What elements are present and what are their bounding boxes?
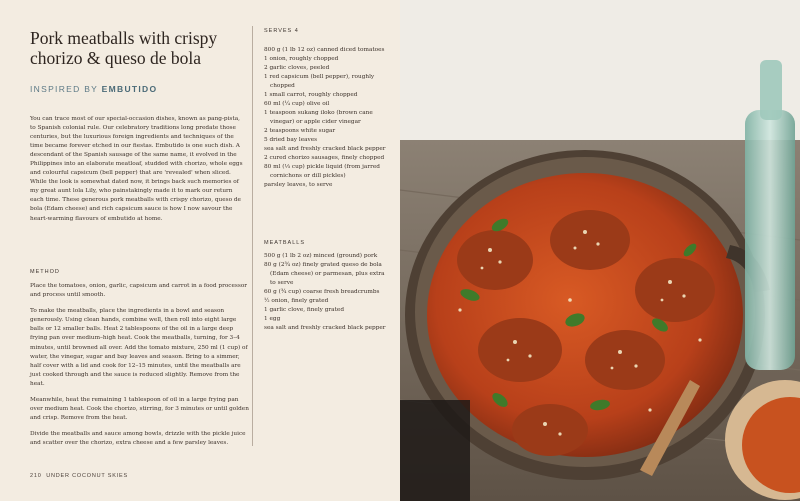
meatballs-heading: MEATBALLS — [264, 240, 305, 246]
intro-paragraph — [30, 115, 245, 224]
ingredient-item: 1 red capsicum (bell pepper), roughly chopped — [264, 74, 375, 89]
serves-heading: SERVES 4 — [264, 28, 299, 34]
method-step: Divide the meatballs and sauce among bowls, drizzle with the pickle juice and scatter over the chorizo, extra cheese and a few parsley leaves. — [30, 431, 246, 447]
dark-glass — [400, 400, 470, 501]
ingredient-item: sea salt and freshly cracked black pepper — [264, 146, 386, 152]
ingredient-item: 1 teaspoon sukang iloko (brown cane vinegar) or apple cider vinegar — [264, 110, 373, 125]
ingredient-item: 1 garlic clove, finely grated — [264, 307, 345, 313]
ingredient-item: ½ onion, finely grated — [264, 298, 329, 304]
method-step: To make the meatballs, place the ingredients in a bowl and season generously. Using clean hands, combine well, then roll into eight large balls or 12 smaller balls. Heat 2 tablespoons of the oil in a large deep frying pan over medium–high heat. Cook the meatballs, turning, for 3–4 minutes, until browned all over. Add the tomato mixture, 250 ml (1 cup) of water, the vinegar, sugar and bay leaves and season. Bring to a simmer, half cover with a lid and cook for 12–15 minutes, until the meatballs are just cooked through and the sauce is reduced slightly. Remove from the heat. — [30, 308, 248, 387]
method-steps — [30, 282, 250, 456]
ingredient-item: 1 small carrot, roughly chopped — [264, 92, 358, 98]
ingredient-item: 800 g (1 lb 12 oz) canned diced tomatoes — [264, 47, 385, 53]
inspired-by-prefix: INSPIRED BY — [30, 84, 98, 94]
food-photo — [400, 0, 800, 501]
ingredient-item: 1 onion, roughly chopped — [264, 56, 339, 62]
ingredient-item: 5 dried bay leaves — [264, 137, 318, 143]
method-heading: METHOD — [30, 269, 60, 275]
inspired-by-dish: EMBUTIDO — [101, 84, 158, 94]
column-divider — [252, 26, 253, 446]
ingredient-item: 60 ml (¼ cup) olive oil — [264, 101, 330, 107]
ingredient-list — [264, 46, 392, 190]
ingredient-item: 500 g (1 lb 2 oz) minced (ground) pork — [264, 253, 378, 259]
page-footer — [30, 473, 128, 479]
recipe-title-line-2: chorizo & queso de bola — [30, 48, 202, 68]
book-title: UNDER COCONUT SKIES — [46, 473, 128, 479]
method-step: Place the tomatoes, onion, garlic, capsicum and carrot in a food processor and process until smooth. — [30, 283, 248, 299]
glass-bottle — [745, 110, 795, 370]
ingredient-item: 80 g (2¾ oz) finely grated queso de bola (Edam cheese) or parmesan, plus extra to serve — [264, 262, 385, 286]
meatball-ingredient-list — [264, 252, 392, 333]
intro-text: You can trace most of our special-occasion dishes, known as pang-pista, to Spanish colonial rule. Our celebratory traditions long predate those centuries, but the luxurious foreign ingredients and techniques of the time became forever etched in our fiestas. Embutido is one such dish. A descendant of the Spanish sausage of the same name, it evolved in the Philippines into an elaborate meatloaf, studded with chorizo, whole eggs and colourful capsicum (bell pepper) that are 'revealed' when sliced. While the look is somewhat dated now, it brings back such memories of my great aunt lola Lily, who painstakingly made it to mark our return each time. These generous pork meatballs with crispy chorizo, queso de bola (Edam cheese) and rich capsicum sauce is how I now savour the heart-warming flavours of embutido at home. — [30, 116, 243, 222]
ingredient-item: sea salt and freshly cracked black pepper — [264, 325, 386, 331]
ingredient-item: 2 cured chorizo sausages, finely chopped — [264, 155, 385, 161]
recipe-title — [30, 28, 240, 68]
method-step: Meanwhile, heat the remaining 1 tablespoon of oil in a large frying pan over medium heat. Cook the chorizo, stirring, for 3 minutes or until golden and crisp. Remove from the heat. — [30, 397, 249, 422]
page-number: 210 — [30, 473, 42, 479]
ingredient-item: 2 garlic cloves, peeled — [264, 65, 330, 71]
ingredient-item: 2 teaspoons white sugar — [264, 128, 336, 134]
ingredient-item: parsley leaves, to serve — [264, 182, 333, 188]
ingredient-item: 60 g (¾ cup) coarse fresh breadcrumbs — [264, 289, 380, 295]
food-photo-illustration — [400, 0, 800, 501]
recipe-title-line-1: Pork meatballs with crispy — [30, 28, 218, 48]
inspired-by-label — [30, 84, 157, 94]
ingredient-item: 1 egg — [264, 316, 281, 322]
ingredient-item: 80 ml (⅓ cup) pickle liquid (from jarred cornichons or dill pickles) — [264, 164, 380, 179]
